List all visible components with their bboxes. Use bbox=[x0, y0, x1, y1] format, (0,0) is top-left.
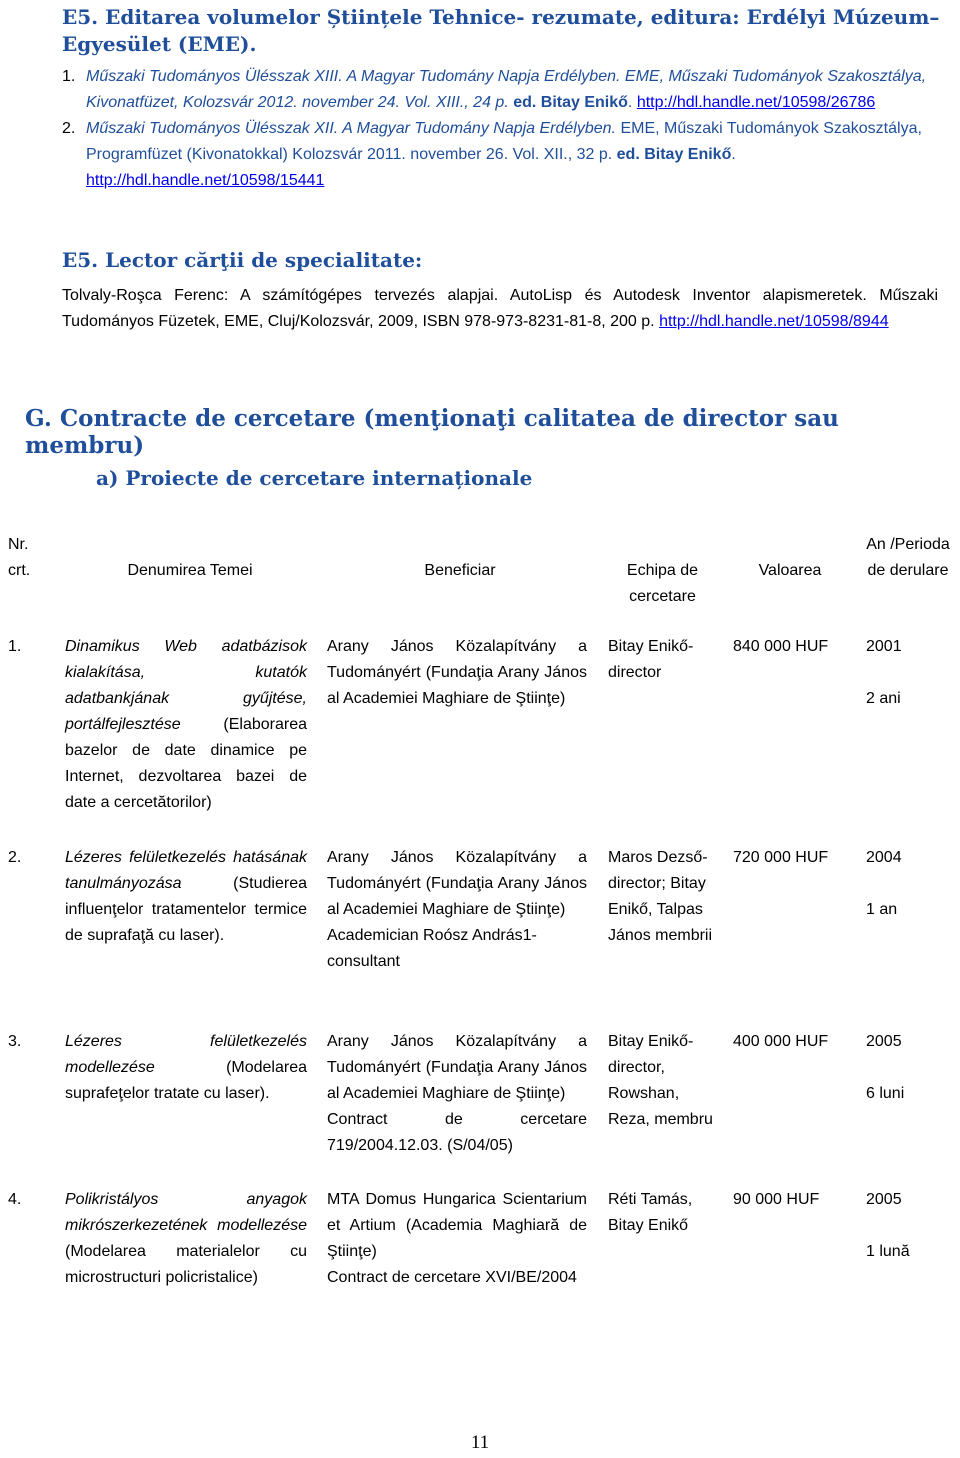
cell-denumirea bbox=[65, 845, 307, 949]
projects-table bbox=[0, 528, 960, 1347]
beneficiary-note: Contract de cercetare 719/2004.12.03. (S/04/05) bbox=[327, 1111, 587, 1154]
table-row bbox=[0, 1029, 960, 1187]
cell-period: 2 ani bbox=[866, 690, 901, 707]
cell-nr: 2. bbox=[8, 849, 22, 866]
cell-year: 2004 bbox=[866, 849, 902, 866]
e5-list bbox=[62, 64, 942, 194]
theme-translation: (Studierea influenţelor tratamentelor termice de suprafaţă cu laser). bbox=[65, 875, 307, 944]
cell-nr: 1. bbox=[8, 638, 22, 655]
cell-valoarea: 90 000 HUF bbox=[733, 1191, 820, 1208]
section-e5-title: E5. Editarea volumelor Științele Tehnice- rezumate, editura: Erdélyi Múzeum–Egyesület (EME). bbox=[62, 5, 940, 56]
cell-beneficiar bbox=[327, 845, 587, 975]
theme-title: Dinamikus Web adatbázisok kialakítása, kutatók adatbankjának gyűjtése, portálfejlesztése bbox=[65, 638, 307, 733]
cell-denumirea bbox=[65, 1187, 307, 1291]
cell-beneficiar: Arany János Közalapítvány a Tudományért (Fundaţia Arany János al Academiei Maghiare de Ştiinţe) bbox=[327, 638, 587, 707]
cell-echipa: Bitay Enikő-director, Rowshan, Reza, membru bbox=[608, 1033, 713, 1128]
cell-an bbox=[866, 845, 956, 923]
cell-echipa: Réti Tamás, Bitay Enikő bbox=[608, 1191, 693, 1234]
cell-beneficiar bbox=[327, 1187, 587, 1291]
table-row bbox=[0, 1187, 960, 1347]
header-beneficiar: Beneficiar bbox=[424, 562, 496, 579]
theme-translation: (Modelarea materialelor cu microstructuri policristalice) bbox=[65, 1243, 307, 1286]
theme-translation: (Modelarea suprafeţelor tratate cu laser). bbox=[65, 1059, 307, 1102]
theme-title: Lézeres felületkezelés hatásának tanulmányozása bbox=[65, 849, 307, 892]
list-item-editor: ed. Bitay Enikő bbox=[513, 94, 628, 111]
section-lector-title: E5. Lector cărţii de specialitate: bbox=[62, 248, 423, 272]
cell-denumirea bbox=[65, 634, 307, 816]
beneficiary-name: Arany János Közalapítvány a Tudományért (Fundaţia Arany János al Academiei Maghiare de Ştiinţe) bbox=[327, 849, 587, 918]
beneficiary-name: Arany János Közalapítvány a Tudományért (Fundaţia Arany János al Academiei Maghiare de Ştiinţe) bbox=[327, 1033, 587, 1102]
section-a-title: a) Proiecte de cercetare internaționale bbox=[96, 466, 533, 490]
cell-valoarea: 400 000 HUF bbox=[733, 1033, 829, 1050]
handle-link[interactable]: http://hdl.handle.net/10598/26786 bbox=[636, 94, 876, 111]
beneficiary-note: Contract de cercetare XVI/BE/2004 bbox=[327, 1269, 577, 1286]
section-g-title: G. Contracte de cercetare (menţionaţi calitatea de director sau membru) bbox=[25, 405, 839, 459]
list-item-editor: ed. Bitay Enikő bbox=[616, 146, 732, 163]
cell-an bbox=[866, 1187, 956, 1265]
cell-beneficiar bbox=[327, 1029, 587, 1159]
theme-translation: (Elaborarea bazelor de date dinamice pe Internet, dezvoltarea bazei de date a cercetătorilor) bbox=[65, 716, 307, 811]
handle-link[interactable]: http://hdl.handle.net/10598/15441 bbox=[86, 172, 325, 189]
header-an: An /Perioda de derulare bbox=[866, 536, 950, 579]
cell-nr: 4. bbox=[8, 1191, 22, 1208]
cell-nr: 3. bbox=[8, 1033, 22, 1050]
list-item-text: Műszaki Tudományos Ülésszak XIII. A Magyar Tudomány Napja Erdélyben. EME, Műszaki Tudományok Szakosztálya, Kivonatfüzet, Kolozsvár 2012. november 24. Vol. XIII., 24 p. bbox=[86, 68, 927, 111]
cell-year: 2005 bbox=[866, 1191, 902, 1208]
cell-period: 6 luni bbox=[866, 1085, 905, 1102]
header-echipa: Echipa de cercetare bbox=[626, 562, 699, 605]
list-item-number: 2. bbox=[62, 120, 76, 137]
cell-an bbox=[866, 1029, 956, 1107]
table-row bbox=[0, 634, 960, 845]
theme-title: Lézeres felületkezelés modellezése bbox=[65, 1033, 307, 1076]
cell-year: 2001 bbox=[866, 638, 902, 655]
lector-description: Tolvaly-Roşca Ferenc: A számítógépes tervezés alapjai. AutoLisp és Autodesk Inventor alapismeretek. Műszaki Tudományos Füzetek, EME, Cluj/Kolozsvár, 2009, ISBN 978-973-8231-81-8, 200 p. bbox=[62, 287, 938, 330]
beneficiary-note: Academician Roósz András1-consultant bbox=[327, 927, 537, 970]
cell-denumirea bbox=[65, 1029, 307, 1107]
cell-period: 1 lună bbox=[866, 1243, 910, 1260]
list-item-title: Műszaki Tudományos Ülésszak XII. A Magyar Tudomány Napja Erdélyben. bbox=[86, 120, 616, 137]
cell-valoarea: 840 000 HUF bbox=[733, 638, 829, 655]
cell-valoarea: 720 000 HUF bbox=[733, 849, 829, 866]
list-item-number: 1. bbox=[62, 68, 76, 85]
handle-link[interactable]: http://hdl.handle.net/10598/8944 bbox=[659, 313, 889, 330]
lector-text bbox=[62, 283, 938, 335]
cell-year: 2005 bbox=[866, 1033, 902, 1050]
theme-title: Polikristályos anyagok mikrószerkezetének modellezése bbox=[65, 1191, 307, 1234]
list-item: 1. Műszaki Tudományos Ülésszak XIII. A Magyar Tudomány Napja Erdélyben. EME, Műszaki Tudományok Szakosztálya, Kivonatfüzet, Kolozsvár 2012. november 24. Vol. XIII., 24 p. ed. Bitay Enikő. http://hdl.handle.net/10598/26786 bbox=[62, 64, 942, 116]
header-valoarea: Valoarea bbox=[758, 562, 822, 579]
cell-echipa: Maros Dezső-director; Bitay Enikő, Talpas János membrii bbox=[608, 849, 713, 944]
page-number: 11 bbox=[470, 1432, 490, 1453]
header-denumirea: Denumirea Temei bbox=[127, 562, 253, 579]
table-row bbox=[0, 845, 960, 1029]
cell-echipa: Bitay Enikő-director bbox=[608, 638, 694, 681]
list-item: 2. Műszaki Tudományos Ülésszak XII. A Magyar Tudomány Napja Erdélyben. EME, Műszaki Tudományok Szakosztálya, Programfüzet (Kivonatokkal) Kolozsvár 2011. november 26. Vol. XII., 32 p. ed. Bitay Enikő. http://hdl.handle.net/10598/15441 bbox=[62, 116, 942, 194]
table-header bbox=[0, 528, 960, 634]
beneficiary-name: MTA Domus Hungarica Scientarium et Artium (Academia Maghiară de Ştiinţe) bbox=[327, 1191, 587, 1260]
cell-an bbox=[866, 634, 956, 712]
header-nr: Nr. crt. bbox=[8, 536, 31, 579]
cell-period: 1 an bbox=[866, 901, 898, 918]
list-item-text: EME, Műszaki Tudományok Szakosztálya, Programfüzet (Kivonatokkal) Kolozsvár 2011. november 26. Vol. XII., 32 p. bbox=[86, 120, 922, 163]
